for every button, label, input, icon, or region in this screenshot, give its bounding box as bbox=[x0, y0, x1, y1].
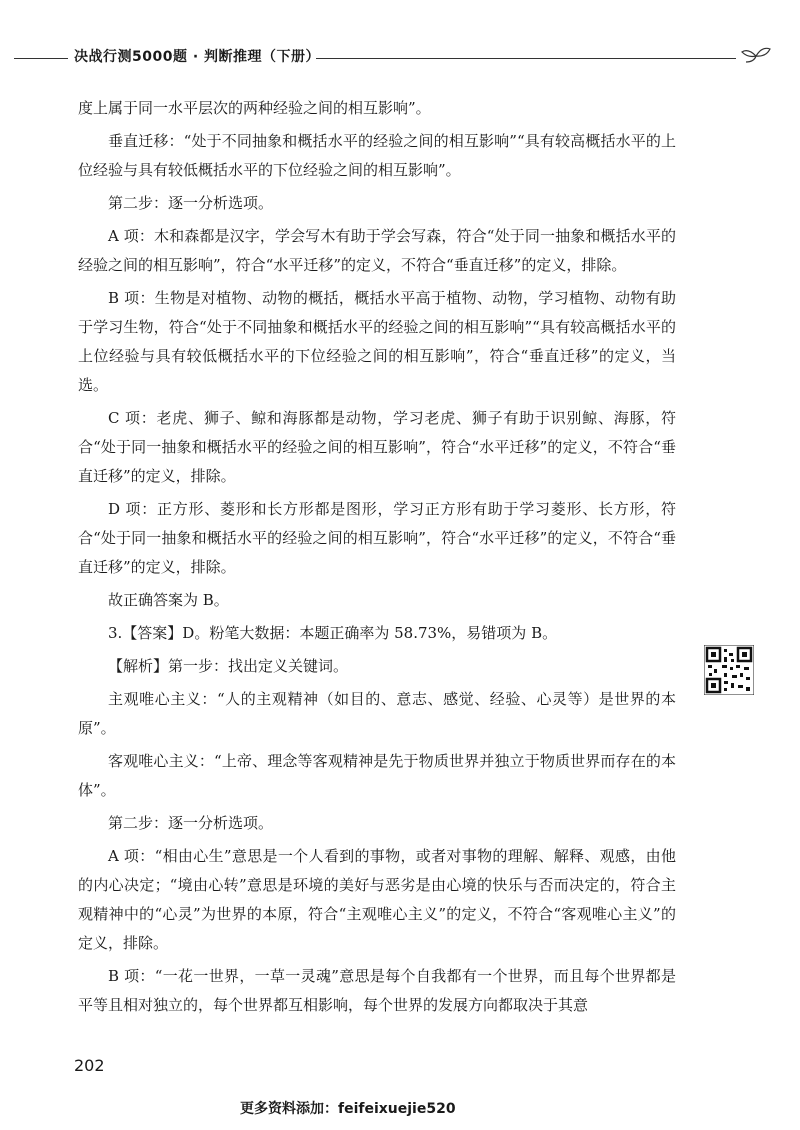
body-paragraph: 故正确答案为 B。 bbox=[108, 591, 229, 609]
body-paragraph: A 项：木和森都是汉字，学会写木有助于学会写森，符合“处于同一抽象和概括水平的经验之间的相互影响”，符合“水平迁移”的定义，不符合“垂直迁移”的定义，排除。 bbox=[78, 227, 676, 274]
body-paragraph: B 项：“一花一世界，一草一灵魂”意思是每个自我都有一个世界，而且每个世界都是平等且相对独立的，每个世界都互相影响，每个世界的发展方向都取决于其意 bbox=[78, 967, 676, 1014]
running-header bbox=[0, 40, 800, 70]
body-paragraph: 度上属于同一水平层次的两种经验之间的相互影响”。 bbox=[78, 99, 431, 117]
qr-code-icon bbox=[704, 645, 754, 695]
header-rule-left bbox=[14, 58, 68, 59]
header-rule-right bbox=[316, 58, 736, 59]
sprout-icon bbox=[736, 40, 776, 70]
body-paragraph: 第二步：逐一分析选项。 bbox=[108, 194, 274, 212]
book-title: 决战行测5000题 · 判断推理（下册） bbox=[74, 49, 321, 65]
body-paragraph: A 项：“相由心生”意思是一个人看到的事物，或者对事物的理解、解释、观感，由他的内心决定；“境由心转”意思是环境的美好与恶劣是由心境的快乐与否而决定的，符合主观精神中的“心灵”为世界的本原，符合“主观唯心主义”的定义，不符合“客观唯心主义”的定义，排除。 bbox=[78, 847, 676, 952]
body-paragraph: 垂直迁移：“处于不同抽象和概括水平的经验之间的相互影响”“具有较高概括水平的上位经验与具有较低概括水平的下位经验之间的相互影响”。 bbox=[78, 132, 676, 179]
body-paragraph: 第二步：逐一分析选项。 bbox=[108, 814, 274, 832]
body-paragraph: B 项：生物是对植物、动物的概括，概括水平高于植物、动物，学习植物、动物有助于学习生物，符合“处于不同抽象和概括水平的经验之间的相互影响”“具有较高概括水平的上位经验与具有较低概括水平的下位经验之间的相互影响”，符合“垂直迁移”的定义，当选。 bbox=[78, 289, 676, 394]
body-paragraph: 主观唯心主义：“人的主观精神（如目的、意志、感觉、经验、心灵等）是世界的本原”。 bbox=[78, 690, 676, 737]
body-paragraph: 【解析】第一步：找出定义关键词。 bbox=[108, 657, 349, 675]
body-paragraph: 3.【答案】D。粉笔大数据：本题正确率为 58.73%，易错项为 B。 bbox=[108, 624, 558, 642]
body-paragraph: 客观唯心主义：“上帝、理念等客观精神是先于物质世界并独立于物质世界而存在的本体”。 bbox=[78, 752, 676, 799]
body-paragraph: C 项：老虎、狮子、鲸和海豚都是动物，学习老虎、狮子有助于识别鲸、海豚，符合“处于同一抽象和概括水平的经验之间的相互影响”，符合“水平迁移”的定义，不符合“垂直迁移”的定义，排除。 bbox=[78, 409, 676, 485]
footer-note: 更多资料添加：feifeixuejie520 bbox=[240, 1101, 456, 1117]
body-paragraph: D 项：正方形、菱形和长方形都是图形，学习正方形有助于学习菱形、长方形，符合“处于同一抽象和概括水平的经验之间的相互影响”，符合“水平迁移”的定义，不符合“垂直迁移”的定义，排除。 bbox=[78, 500, 676, 576]
page-body bbox=[78, 94, 676, 1024]
page-number: 202 bbox=[74, 1056, 105, 1075]
